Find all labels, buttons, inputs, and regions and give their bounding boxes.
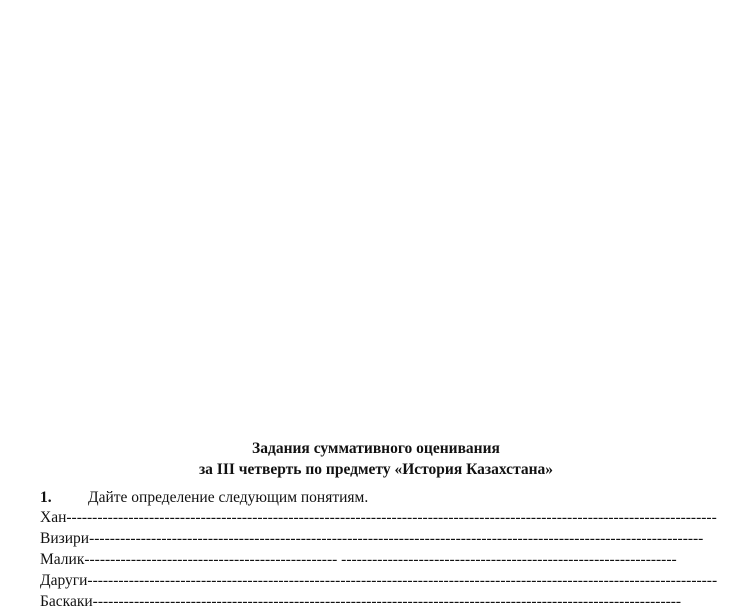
task-1 (40, 488, 368, 508)
term-label: Визири (40, 530, 90, 547)
task-number: 1. (40, 489, 52, 506)
answer-dashes: ------------------------------------------------------------------------------------------------------------------ (92, 593, 682, 610)
answer-dashes: ----------------------------------------------------------------------------------------------------------------------- (89, 530, 704, 547)
answer-dashes: ------------------------------------------------- ----------------------------------------------------------------- (84, 551, 677, 568)
term-line-malik (40, 550, 677, 570)
document-title (0, 438, 752, 480)
term-line-darugi (40, 571, 718, 591)
title-line-1: Задания суммативного оценивания (252, 440, 500, 457)
term-label: Хан (40, 509, 67, 526)
term-line-viziri (40, 529, 704, 549)
term-label: Даруги (40, 572, 88, 589)
answer-dashes: ------------------------------------------------------------------------------------------------------------------------------ (66, 509, 717, 526)
task-instruction: Дайте определение следующим понятиям. (88, 489, 369, 506)
term-label: Баскаки (40, 593, 93, 610)
term-line-baskaki (40, 592, 682, 612)
term-label: Малик (40, 551, 85, 568)
title-line-2: за III четверть по предмету «История Казахстана» (198, 461, 554, 478)
term-line-khan (40, 508, 717, 528)
answer-dashes: -------------------------------------------------------------------------------------------------------------------------- (87, 572, 718, 589)
